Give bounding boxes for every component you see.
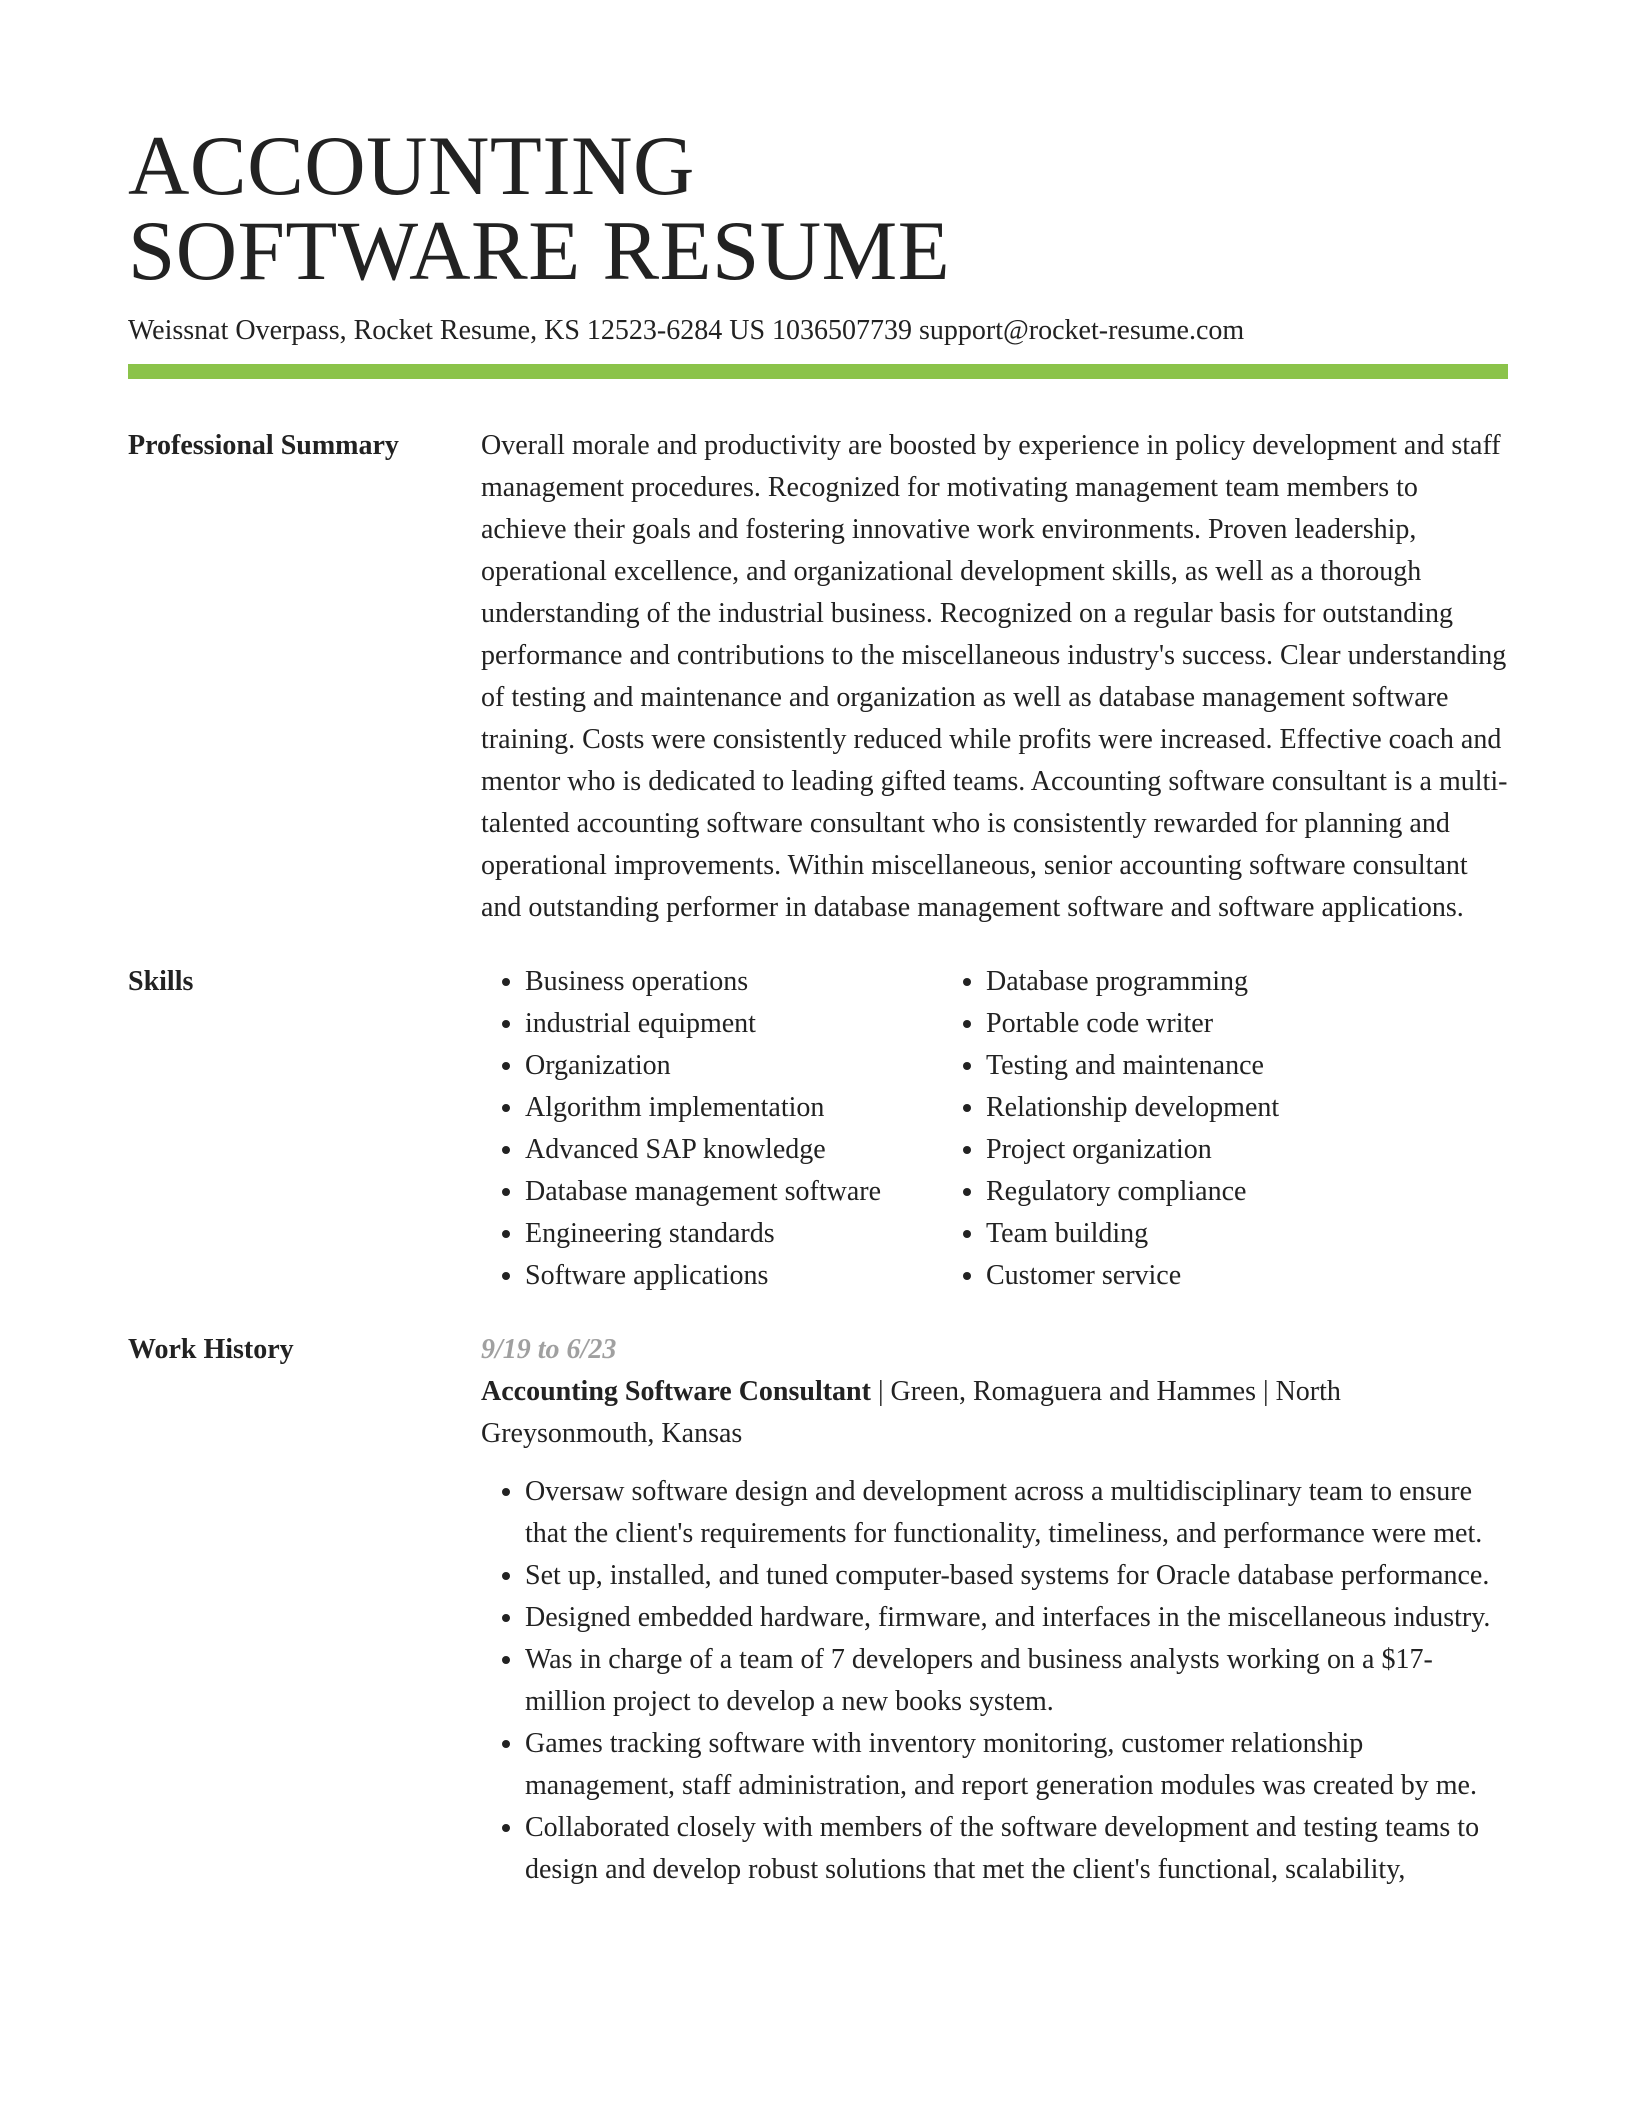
summary-body xyxy=(481,425,1508,929)
skills-body xyxy=(481,961,1508,1297)
skills-list-right xyxy=(942,961,1508,1297)
skill-item: • Business operations xyxy=(525,961,942,1003)
header-divider xyxy=(128,364,1508,379)
skill-item: • Database management software xyxy=(525,1171,942,1213)
resume-title xyxy=(128,0,1508,298)
skills-heading: Skills xyxy=(128,966,194,997)
skills-columns xyxy=(481,961,1508,1297)
skill-item: • Project organization xyxy=(986,1129,1508,1171)
skill-item: • Team building xyxy=(986,1213,1508,1255)
job-entry xyxy=(481,1329,1508,1891)
work-history-section xyxy=(128,1329,1508,1891)
skills-section xyxy=(128,961,1508,1297)
title-line-1: ACCOUNTING xyxy=(128,119,695,213)
job-bullet: • Oversaw software design and development across a multidisciplinary team to ensure that the client's requirements for functionality, timeliness, and performance were met. xyxy=(525,1471,1508,1555)
skill-item: • Database programming xyxy=(986,961,1508,1003)
job-bullets xyxy=(481,1471,1508,1891)
work-history-heading: Work History xyxy=(128,1334,294,1365)
job-bullet: • Games tracking software with inventory monitoring, customer relationship management, staff administration, and report generation modules was created by me. xyxy=(525,1723,1508,1807)
job-bullet: • Collaborated closely with members of the software development and testing teams to design and develop robust solutions that met the client's functional, scalability, xyxy=(525,1807,1508,1891)
work-history-body xyxy=(481,1329,1508,1891)
skill-item: • Organization xyxy=(525,1045,942,1087)
summary-section xyxy=(128,425,1508,929)
skill-item: • Portable code writer xyxy=(986,1003,1508,1045)
skill-item: • Testing and maintenance xyxy=(986,1045,1508,1087)
skill-item: • Software applications xyxy=(525,1255,942,1297)
job-bullet: • Was in charge of a team of 7 developers and business analysts working on a $17-million project to develop a new books system. xyxy=(525,1639,1508,1723)
contact-info: Weissnat Overpass, Rocket Resume, KS 12523-6284 US 1036507739 support@rocket-resume.com xyxy=(128,315,1245,346)
skill-item: • industrial equipment xyxy=(525,1003,942,1045)
title-line-2: SOFTWARE RESUME xyxy=(128,204,951,298)
summary-text: Overall morale and productivity are boosted by experience in policy development and staff management procedures. Recognized for motivating management team members to achieve their goals and fostering innovative work environments. Proven leadership, operational excellence, and organizational development skills, as well as a thorough understanding of the industrial business. Recognized on a regular basis for outstanding performance and contributions to the miscellaneous industry's success. Clear understanding of testing and maintenance and organization as well as database management software training. Costs were consistently reduced while profits were increased. Effective coach and mentor who is dedicated to leading gifted teams. Accounting software consultant is a multi-talented accounting software consultant who is consistently rewarded for planning and operational improvements. Within miscellaneous, senior accounting software consultant and outstanding performer in database management software and software applications. xyxy=(481,430,1508,923)
resume-page xyxy=(128,0,1508,1891)
skill-item: • Regulatory compliance xyxy=(986,1171,1508,1213)
skill-item: • Algorithm implementation xyxy=(525,1087,942,1129)
job-heading xyxy=(481,1371,1508,1455)
skill-item: • Customer service xyxy=(986,1255,1508,1297)
job-bullet: • Set up, installed, and tuned computer-based systems for Oracle database performance. xyxy=(525,1555,1508,1597)
skills-list-left xyxy=(481,961,942,1297)
job-details: | Green, Romaguera and Hammes | North Greysonmouth, Kansas xyxy=(481,1376,1341,1449)
skill-item: • Engineering standards xyxy=(525,1213,942,1255)
skill-item: • Advanced SAP knowledge xyxy=(525,1129,942,1171)
job-bullet: • Designed embedded hardware, firmware, and interfaces in the miscellaneous industry. xyxy=(525,1597,1508,1639)
job-dates: 9/19 to 6/23 xyxy=(481,1334,617,1365)
skill-item: • Relationship development xyxy=(986,1087,1508,1129)
summary-heading: Professional Summary xyxy=(128,430,399,461)
job-title: Accounting Software Consultant xyxy=(481,1376,871,1407)
